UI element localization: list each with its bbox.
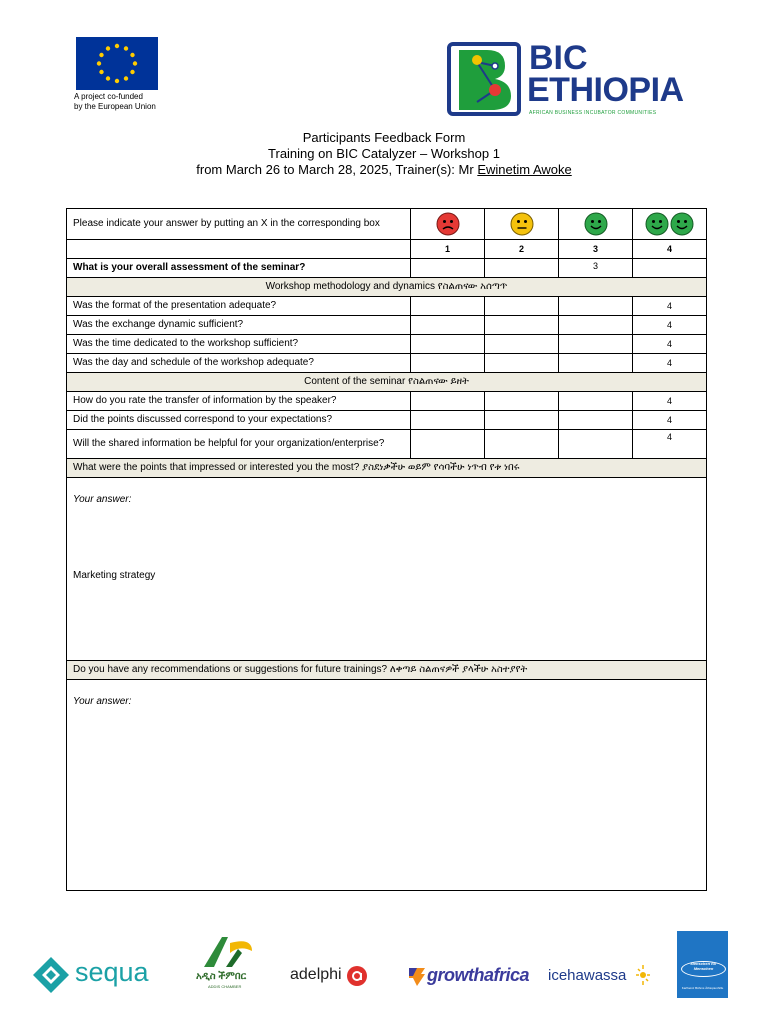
form-titles	[0, 130, 768, 178]
scale-4-cell	[633, 209, 707, 240]
rating-cell-3[interactable]	[559, 430, 633, 459]
growthafrica-logo	[407, 962, 530, 992]
rating-cell-3[interactable]	[559, 297, 633, 316]
bic-ethiopia-logo	[447, 39, 707, 120]
impressed-question-row	[67, 459, 707, 478]
scale-2-cell	[485, 209, 559, 240]
impressed-answer-field[interactable]	[67, 478, 707, 661]
recommend-answer-row	[67, 680, 707, 891]
question-text: Did the points discussed correspond to your expectations?	[67, 411, 411, 430]
answer-label: Your answer:	[73, 494, 132, 505]
rating-cell-4[interactable]: 4	[633, 430, 707, 459]
two-happy-faces-icon	[645, 212, 695, 236]
question-row	[67, 430, 707, 459]
addis-chamber-logo	[196, 935, 260, 991]
rating-cell-3[interactable]	[559, 411, 633, 430]
rating-cell-3[interactable]	[559, 392, 633, 411]
growthafrica-logo-text: growthafrica	[427, 965, 530, 985]
training-dates	[0, 162, 768, 178]
rating-cell-2[interactable]	[485, 392, 559, 411]
recommend-answer-field[interactable]	[67, 680, 707, 891]
instruction-text: Please indicate your answer by putting an X in the corresponding box	[67, 209, 411, 240]
question-row	[67, 392, 707, 411]
recommend-question-row	[67, 661, 707, 680]
bic-logo-text-ethiopia: ETHIOPIA	[527, 71, 684, 109]
addis-chamber-text: አዲስ ችምበር	[196, 971, 247, 982]
rating-cell-3[interactable]	[559, 335, 633, 354]
menschen-fur-menschen-logo	[677, 931, 728, 998]
question-text: How do you rate the transfer of information by the speaker?	[67, 392, 411, 411]
rating-cell-1[interactable]	[411, 297, 485, 316]
feedback-table	[66, 208, 707, 891]
menschen-fur-menschen-text: Menschen für Menschen	[681, 961, 726, 977]
overall-cell-1[interactable]	[411, 259, 485, 278]
bic-logo-tagline: AFRICAN BUSINESS INCUBATOR COMMUNITIES	[529, 110, 657, 116]
section-methodology-row	[67, 278, 707, 297]
rating-cell-3[interactable]	[559, 354, 633, 373]
scale-numbers-label	[67, 240, 411, 259]
rating-cell-2[interactable]	[485, 430, 559, 459]
rating-cell-3[interactable]	[559, 316, 633, 335]
rating-cell-4[interactable]: 4	[633, 392, 707, 411]
scale-3-cell	[559, 209, 633, 240]
question-text: Was the format of the presentation adequate?	[67, 297, 411, 316]
question-row	[67, 335, 707, 354]
dates-text: from March 26 to March 28, 2025, Trainer(s): Mr	[196, 162, 478, 177]
scale-number-2: 2	[485, 240, 559, 259]
menschen-fur-menschen-subtext: Karlheinz Böhms Äthiopienhilfe	[681, 986, 724, 990]
adelphi-logo-text: adelphi	[290, 966, 342, 983]
overall-cell-3[interactable]: 3	[559, 259, 633, 278]
question-row	[67, 354, 707, 373]
rating-cell-1[interactable]	[411, 430, 485, 459]
section-content-row	[67, 373, 707, 392]
rating-cell-2[interactable]	[485, 316, 559, 335]
icehawassa-logo-text: icehawassa	[548, 967, 627, 984]
rating-cell-1[interactable]	[411, 392, 485, 411]
eu-caption	[74, 92, 174, 112]
rating-cell-2[interactable]	[485, 297, 559, 316]
sad-face-icon	[436, 212, 460, 236]
question-row	[67, 411, 707, 430]
bic-b-mark-icon	[447, 42, 527, 118]
question-row	[67, 316, 707, 335]
trainer-name: Ewinetim Awoke	[477, 162, 572, 177]
icehawassa-logo	[548, 964, 658, 990]
rating-cell-1[interactable]	[411, 354, 485, 373]
happy-face-icon	[584, 212, 608, 236]
section-methodology-header: Workshop methodology and dynamics የስልጠናው አሰጣጥ	[67, 278, 707, 297]
scale-number-3: 3	[559, 240, 633, 259]
question-row	[67, 297, 707, 316]
growthafrica-mark-icon	[407, 964, 427, 988]
training-title: Training on BIC Catalyzer – Workshop 1	[268, 146, 500, 161]
adelphi-a-icon	[346, 965, 368, 987]
scale-number-4: 4	[633, 240, 707, 259]
rating-cell-4[interactable]: 4	[633, 354, 707, 373]
rating-cell-1[interactable]	[411, 411, 485, 430]
question-text: Was the time dedicated to the workshop sufficient?	[67, 335, 411, 354]
eu-caption-line2: by the European Union	[74, 102, 156, 111]
adelphi-logo	[290, 963, 370, 989]
overall-cell-4[interactable]	[633, 259, 707, 278]
scale-numbers-row	[67, 240, 707, 259]
eu-flag-logo	[76, 37, 158, 90]
rating-cell-2[interactable]	[485, 354, 559, 373]
sequa-diamond-icon	[33, 957, 69, 993]
overall-question: What is your overall assessment of the seminar?	[67, 259, 411, 278]
rating-cell-4[interactable]: 4	[633, 316, 707, 335]
instruction-row	[67, 209, 707, 240]
scale-number-1: 1	[411, 240, 485, 259]
rating-cell-2[interactable]	[485, 335, 559, 354]
rating-cell-1[interactable]	[411, 316, 485, 335]
impressed-answer-row	[67, 478, 707, 661]
section-content-header: Content of the seminar የስልጠናው ይዘት	[67, 373, 707, 392]
answer-text: Marketing strategy	[73, 570, 156, 581]
scale-1-cell	[411, 209, 485, 240]
rating-cell-4[interactable]: 4	[633, 411, 707, 430]
overall-cell-2[interactable]	[485, 259, 559, 278]
addis-chamber-mark-icon	[200, 935, 256, 969]
answer-label: Your answer:	[73, 696, 132, 707]
rating-cell-4[interactable]: 4	[633, 335, 707, 354]
recommend-question: Do you have any recommendations or suggestions for future trainings? ለቀጣይ ስልጠናዎች ያላችሁ አስተያየት	[67, 661, 707, 680]
question-text: Was the exchange dynamic sufficient?	[67, 316, 411, 335]
neutral-face-icon	[510, 212, 534, 236]
rating-cell-1[interactable]	[411, 335, 485, 354]
question-text: Will the shared information be helpful for your organization/enterprise?	[67, 430, 411, 459]
sequa-logo	[33, 955, 163, 995]
eu-caption-line1: A project co-funded	[74, 92, 143, 101]
impressed-question: What were the points that impressed or interested you the most? ያስደነቃችሁ ወይም የሳባችሁ ነጥብ የቱ ነበሩ	[67, 459, 707, 478]
form-title: Participants Feedback Form	[302, 130, 466, 145]
bic-logo-text-bic: BIC	[529, 39, 588, 77]
rating-cell-2[interactable]	[485, 411, 559, 430]
icehawassa-sun-icon	[636, 964, 650, 986]
addis-chamber-subtext: ADDIS CHAMBER	[208, 984, 242, 989]
question-text: Was the day and schedule of the workshop adequate?	[67, 354, 411, 373]
sequa-logo-text: sequa	[75, 957, 149, 987]
rating-cell-4[interactable]: 4	[633, 297, 707, 316]
overall-row	[67, 259, 707, 278]
